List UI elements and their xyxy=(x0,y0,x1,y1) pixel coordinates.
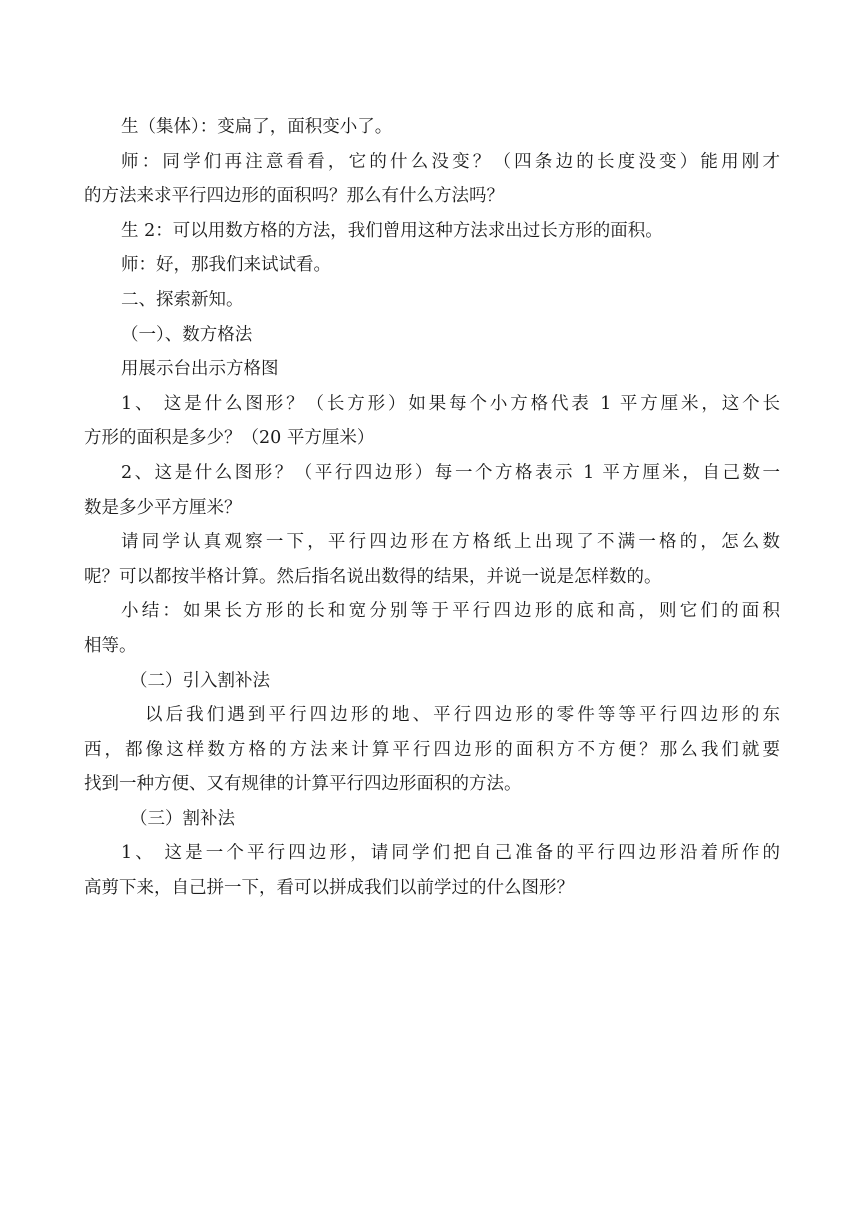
paragraph-show-grid: 用展示台出示方格图 xyxy=(121,359,279,380)
text-line: 以后我们遇到平行四边形的地、平行四边形的零件等等平行四边形的东 xyxy=(145,705,780,726)
paragraph-later-cases xyxy=(84,698,780,802)
text-line: 方形的面积是多少？（20 平方厘米） xyxy=(84,428,375,449)
subsection-heading-count-squares: （一）、数方格法 xyxy=(121,324,253,345)
list-item-1 xyxy=(84,387,780,456)
text-line: 师：同学们再注意看看，它的什么没变？（四条边的长度没变）能用刚才 xyxy=(121,151,780,172)
paragraph-summary xyxy=(84,594,780,663)
text-line: 相等。 xyxy=(84,635,137,656)
list-item-cut-parallelogram xyxy=(84,836,780,905)
list-item-2 xyxy=(84,456,780,525)
text-line: 1、 这是什么图形？（长方形）如果每个小方格代表 1 平方厘米，这个长 xyxy=(121,393,780,414)
text-line: 小结：如果长方形的长和宽分别等于平行四边形的底和高，则它们的面积 xyxy=(121,601,780,622)
paragraph-student-answer: 生（集体）：变扁了，面积变小了。 xyxy=(121,117,393,137)
text-line: 请同学认真观察一下，平行四边形在方格纸上出现了不满一格的，怎么数 xyxy=(121,532,780,553)
paragraph-teacher-ok: 师：好，那我们来试试看。 xyxy=(121,255,331,276)
text-line: 西，都像这样数方格的方法来计算平行四边形的面积方不方便？那么我们就要 xyxy=(84,739,780,760)
text-line: 的方法来求平行四边形的面积吗？那么有什么方法吗？ xyxy=(84,186,504,207)
text-line: 高剪下来，自己拼一下，看可以拼成我们以前学过的什么图形？ xyxy=(84,878,574,899)
subsection-heading-cut-and-fill-intro: （二）引入割补法 xyxy=(130,670,270,691)
paragraph-observe xyxy=(84,525,780,594)
text-line: 数是多少平方厘米？ xyxy=(84,497,242,518)
subsection-heading-cut-and-fill: （三）割补法 xyxy=(130,808,235,829)
text-line: 1、 这是一个平行四边形，请同学们把自己准备的平行四边形沿着所作的 xyxy=(121,843,780,864)
paragraph-student-2: 生 2：可以用数方格的方法，我们曾用这种方法求出过长方形的面积。 xyxy=(121,220,663,241)
paragraph-teacher-question xyxy=(84,145,780,214)
section-heading-explore: 二、探索新知。 xyxy=(121,289,244,310)
text-line: 找到一种方便、又有规律的计算平行四边形面积的方法。 xyxy=(84,774,522,795)
text-line: 呢？可以都按半格计算。然后指名说出数得的结果，并说一说是怎样数的。 xyxy=(84,566,662,587)
document-body xyxy=(84,110,780,906)
text-line: 2、这是什么图形？（平行四边形）每一个方格表示 1 平方厘米，自己数一 xyxy=(121,462,780,483)
